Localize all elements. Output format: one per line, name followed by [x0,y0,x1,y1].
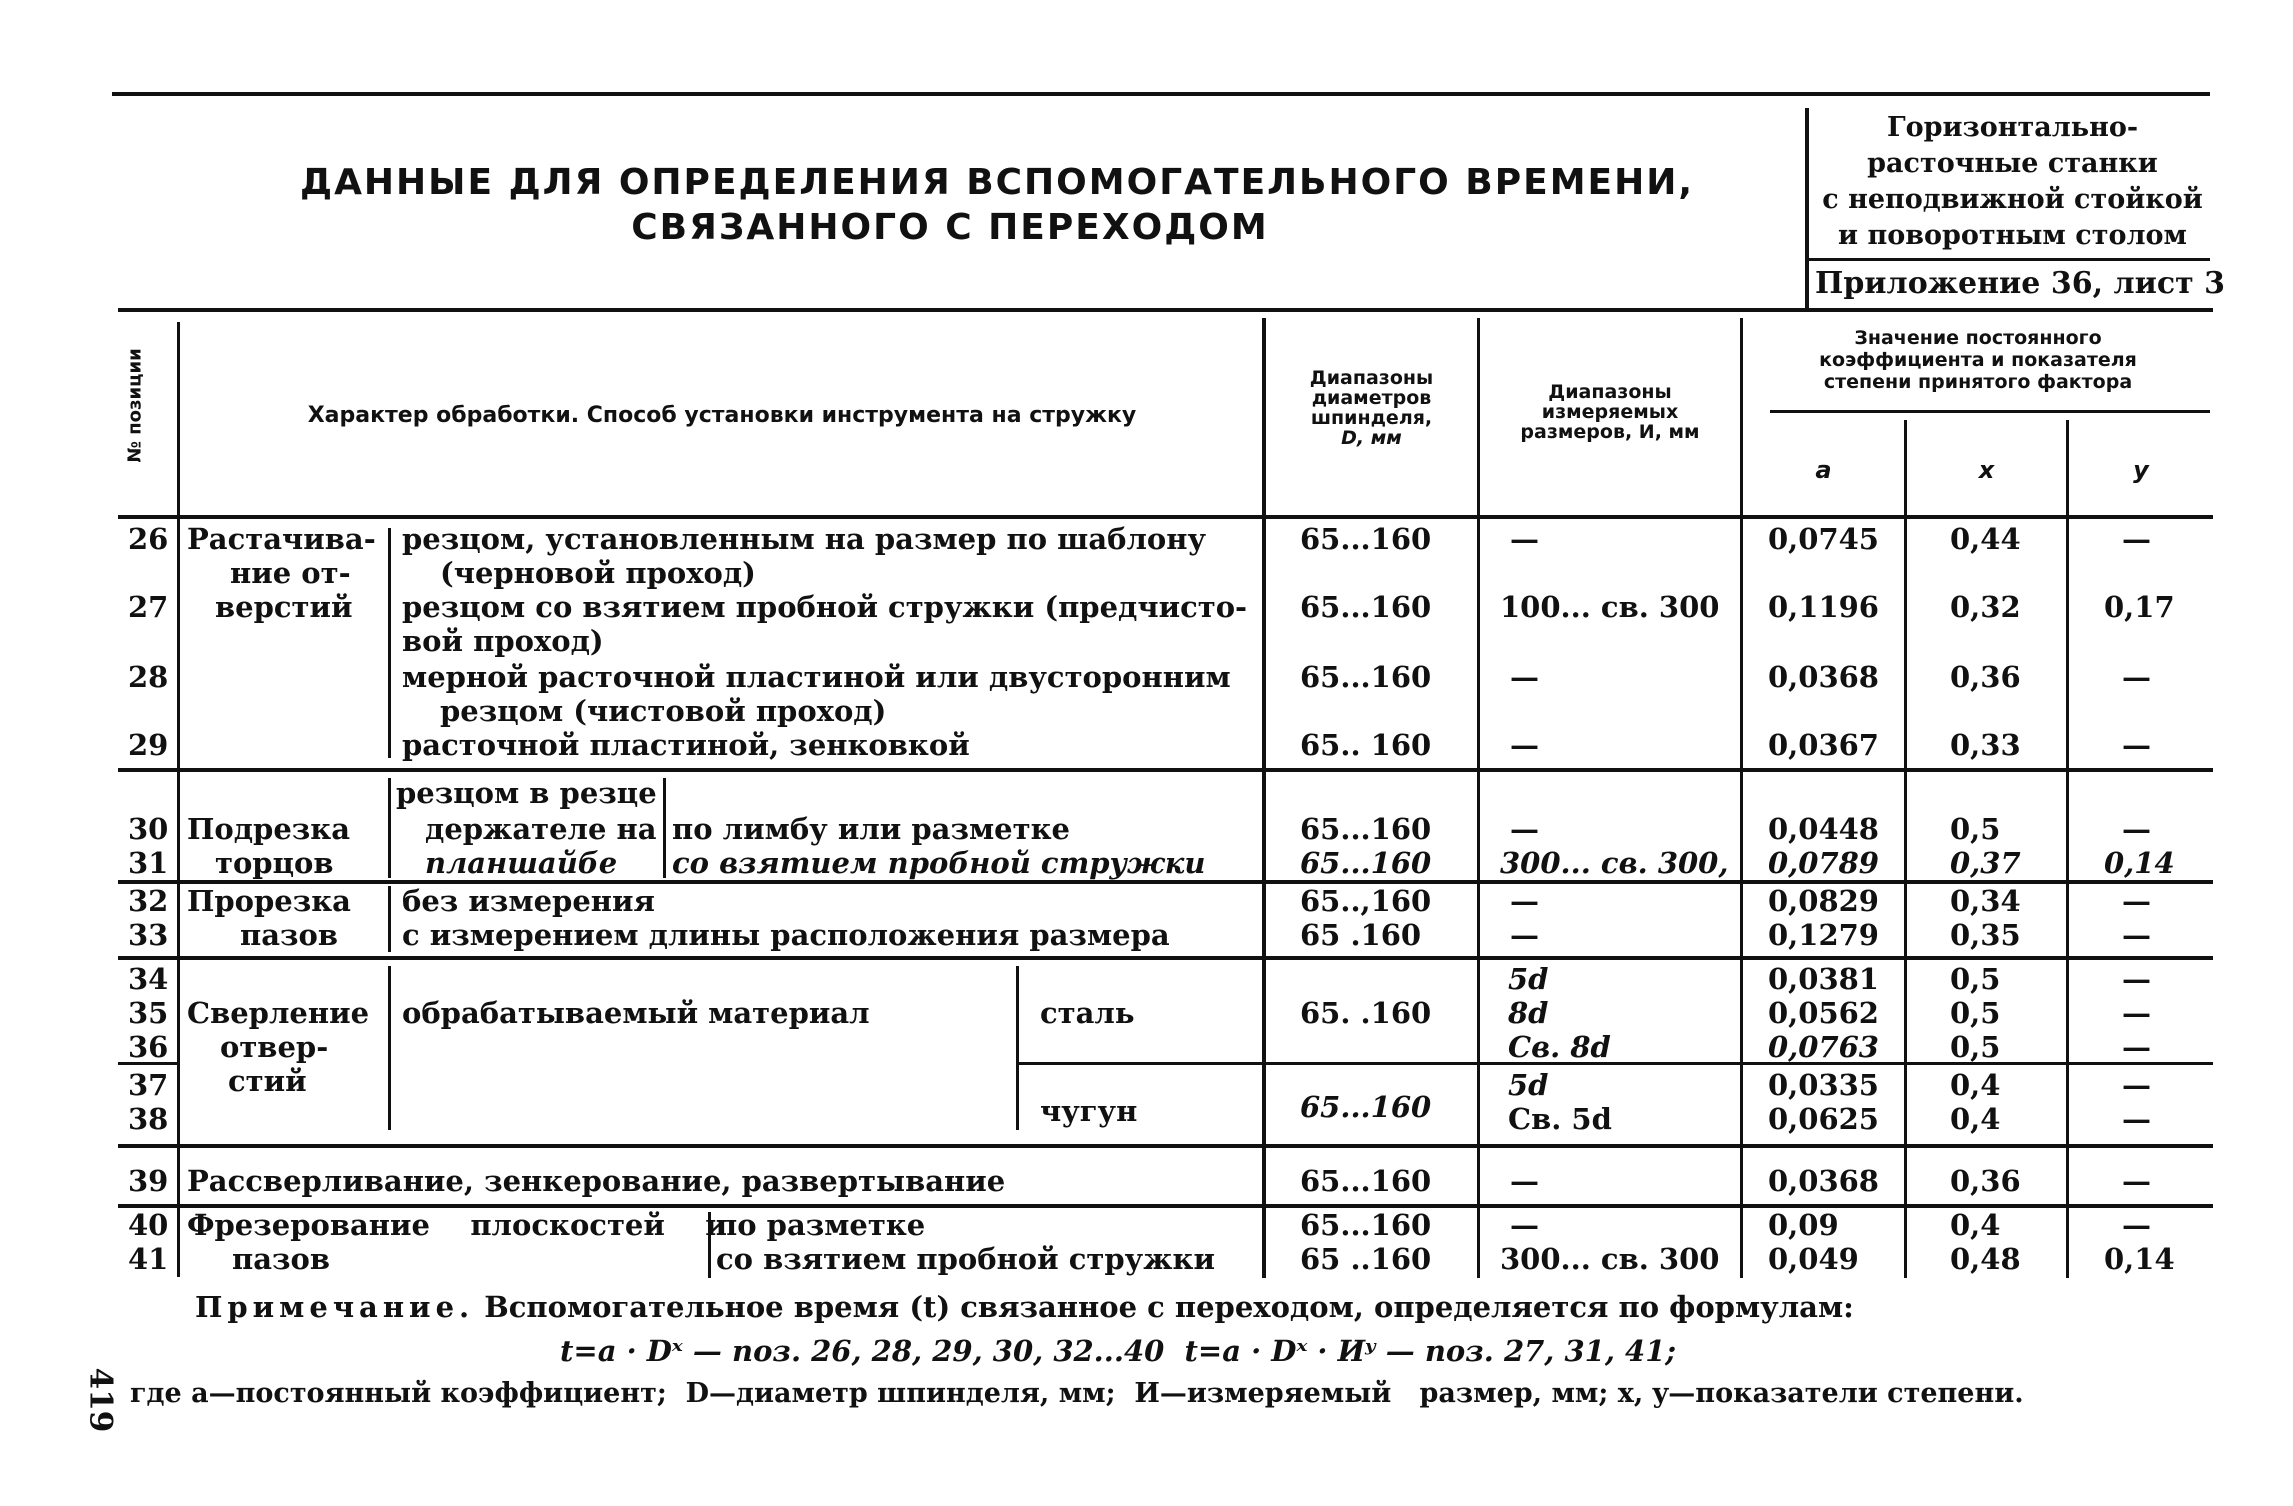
col-sep-xy [2066,420,2069,1278]
rule-after-29 [118,768,2213,772]
g4-label-l1: Сверление [187,996,370,1030]
header-diam-l2: диаметров [1311,387,1432,409]
row-35-y: — [2122,996,2151,1030]
row-41-I: 300... св. 300 [1500,1242,1720,1276]
row-28-a: 0,0368 [1768,660,1879,694]
row-27-pos: 27 [128,590,169,624]
row-41-pos: 41 [128,1242,169,1276]
row-33-y: — [2122,918,2151,952]
row-26-I: — [1510,522,1539,556]
g4-mid-rule-b [1016,1062,2213,1065]
header-bottom-rule [118,515,2213,519]
row-33-D: 65 .160 [1300,918,1422,952]
row-41-a: 0,049 [1768,1242,1859,1276]
row-26-desc-l2: (черновой проход) [440,556,756,590]
row-31-a: 0,0789 [1768,846,1879,880]
g4-steel: сталь [1040,996,1135,1030]
note-text: Вспомогательное время (t) связанное с переходом, определяется по формулам: [484,1290,1854,1324]
header-coef-l2: коэффициента и показателя [1819,349,2137,371]
row-40-pos: 40 [128,1208,169,1242]
row-29-y: — [2122,728,2151,762]
rule-after-33 [118,956,2213,960]
header-meas-l1: Диапазоны [1548,381,1672,403]
row-33-desc: с измерением длины расположения размера [402,918,1170,952]
g4-material: обрабатываемый материал [402,996,870,1030]
row-37-I: 5d [1508,1068,1549,1102]
row-28-pos: 28 [128,660,169,694]
g2-desc-sep [388,778,391,878]
row-29-a: 0,0367 [1768,728,1879,762]
row-32-pos: 32 [128,884,169,918]
page-title-line2: СВЯЗАННОГО С ПЕРЕХОДОМ [631,207,1269,248]
row-36-pos: 36 [128,1030,169,1064]
row-41-desc: со взятием пробной стружки [716,1242,1215,1276]
row-32-I: — [1510,884,1539,918]
g1-desc-sep [388,528,391,758]
header-diam-l3: шпинделя, [1310,407,1433,429]
g6-label-l1: Фрезерование плоскостей и [187,1208,727,1242]
row-33-I: — [1510,918,1539,952]
row-35-I: 8d [1508,996,1549,1030]
g2-label-l1: Подрезка [187,812,351,846]
note-label: Примечание. [195,1290,475,1324]
row-28-y: — [2122,660,2151,694]
row-41-x: 0,48 [1950,1242,2021,1276]
row-36-y: — [2122,1030,2151,1064]
row-30-y: — [2122,812,2151,846]
col-sep-diam [1262,318,1266,1278]
row-36-I: Св. 8d [1508,1030,1611,1064]
side-block-divider [1805,108,1809,308]
row-26-desc-l1: резцом, установленным на размер по шаблону [402,522,1207,556]
g3-label-l2: пазов [240,918,339,952]
row-28-desc-l2: резцом (чистовой проход) [440,694,887,728]
g4-label-l2: отвер- [220,1030,329,1064]
row-32-y: — [2122,884,2151,918]
row-30-D: 65...160 [1300,812,1432,846]
row-29-pos: 29 [128,728,169,762]
row-31-D: 65...160 [1300,846,1432,880]
row-32-desc: без измерения [402,884,655,918]
g5-label: Рассверливание, зенкерование, развертывание [187,1164,1006,1198]
row-28-desc-l1: мерной расточной пластиной или двусторонним [402,660,1231,694]
row-38-pos: 38 [128,1102,169,1136]
row-38-x: 0,4 [1950,1102,2001,1136]
row-26-x: 0,44 [1950,522,2021,556]
side-line2: расточные станки [1867,148,2158,179]
header-x: x [1978,456,1995,484]
row-40-desc: по разметке [716,1208,926,1242]
row-40-y: — [2122,1208,2151,1242]
col-sep-ax [1904,420,1907,1278]
row-38-a: 0,0625 [1768,1102,1879,1136]
g3-desc-sep [388,886,391,952]
appendix-label: Приложение 36, лист 3 [1815,266,2226,301]
row-26-a: 0,0745 [1768,522,1879,556]
header-coef-l1: Значение постоянного [1854,327,2102,349]
g2-sub-sep [663,778,666,878]
row-31-pos: 31 [128,846,169,880]
col-sep-meas [1477,318,1480,1278]
page-title-line1: ДАННЫЕ ДЛЯ ОПРЕДЕЛЕНИЯ ВСПОМОГАТЕЛЬНОГО ВРЕМЕНИ, [300,162,1695,203]
row-35-D: 65. .160 [1300,996,1432,1030]
row-31-I: 300... св. 300, [1500,846,1729,880]
g2-sub-l2: держателе на [425,812,657,846]
row-29-D: 65.. 160 [1300,728,1432,762]
coef-sub-rule [1770,410,2210,413]
row-31-desc: со взятием пробной стружки [672,846,1206,880]
row-28-I: — [1510,660,1539,694]
row-34-y: — [2122,962,2151,996]
row-38-D: 65...160 [1300,1090,1432,1124]
row-40-I: — [1510,1208,1539,1242]
row-38-I: Св. 5d [1508,1102,1612,1136]
row-34-a: 0,0381 [1768,962,1879,996]
row-41-y: 0,14 [2104,1242,2175,1276]
row-30-desc: по лимбу или разметке [672,812,1070,846]
row-39-pos: 39 [128,1164,169,1198]
row-39-a: 0,0368 [1768,1164,1879,1198]
row-31-x: 0,37 [1950,846,2021,880]
row-39-x: 0,36 [1950,1164,2021,1198]
row-34-I: 5d [1508,962,1549,996]
note-line [195,1290,1854,1324]
g1-label-l1: Растачива- [187,522,376,556]
row-35-a: 0,0562 [1768,996,1879,1030]
row-33-x: 0,35 [1950,918,2021,952]
row-28-D: 65...160 [1300,660,1432,694]
row-37-x: 0,4 [1950,1068,2001,1102]
row-32-a: 0,0829 [1768,884,1879,918]
side-line3: с неподвижной стойкой [1822,184,2203,215]
row-36-a: 0,0763 [1768,1030,1879,1064]
g3-label-l1: Прорезка [187,884,351,918]
g4-label-l3: стий [228,1064,307,1098]
g4-material-sep [1016,966,1019,1130]
side-rule [1808,258,2210,261]
row-27-D: 65...160 [1300,590,1432,624]
g2-sub-l1: резцом в резце [396,776,657,810]
row-33-a: 0,1279 [1768,918,1879,952]
row-37-y: — [2122,1068,2151,1102]
row-39-I: — [1510,1164,1539,1198]
row-40-D: 65...160 [1300,1208,1432,1242]
header-y: y [2133,456,2149,484]
row-30-x: 0,5 [1950,812,2001,846]
rule-after-38 [118,1144,2213,1148]
row-32-D: 65..,160 [1300,884,1432,918]
row-30-pos: 30 [128,812,169,846]
row-34-x: 0,5 [1950,962,2001,996]
row-27-desc-l2: вой проход) [402,624,604,658]
row-26-y: — [2122,522,2151,556]
g6-label-l2: пазов [232,1242,331,1276]
row-27-desc-l1: резцом со взятием пробной стружки (предчисто- [402,590,1248,624]
row-29-I: — [1510,728,1539,762]
row-29-desc-l1: расточной пластиной, зенковкой [402,728,970,762]
side-line4: и поворотным столом [1838,220,2187,251]
header-diam-l4: D, мм [1341,427,1402,449]
table-top-rule [118,308,2213,312]
row-27-a: 0,1196 [1768,590,1879,624]
g4-desc-sep [388,966,391,1130]
row-40-x: 0,4 [1950,1208,2001,1242]
row-37-a: 0,0335 [1768,1068,1879,1102]
row-30-I: — [1510,812,1539,846]
g2-label-l2: торцов [215,846,334,880]
header-pos: № позиции [124,348,146,463]
row-37-pos: 37 [128,1068,169,1102]
row-27-y: 0,17 [2104,590,2175,624]
row-35-x: 0,5 [1950,996,2001,1030]
row-41-D: 65 ..160 [1300,1242,1432,1276]
row-36-x: 0,5 [1950,1030,2001,1064]
row-35-pos: 35 [128,996,169,1030]
row-31-y: 0,14 [2104,846,2175,880]
row-39-y: — [2122,1164,2151,1198]
note-legend: где a—постоянный коэффициент; D—диаметр шпинделя, мм; И—измеряемый размер, мм; x, y—показатели степени. [130,1378,2024,1409]
g1-label-l3: верстий [215,590,353,624]
g1-label-l2: ние от- [230,556,351,590]
row-40-a: 0,09 [1768,1208,1839,1242]
row-26-D: 65...160 [1300,522,1432,556]
row-27-x: 0,32 [1950,590,2021,624]
header-meas-l3: размеров, И, мм [1520,421,1700,443]
header-diam-l1: Диапазоны [1309,367,1434,389]
row-27-I: 100... св. 300 [1500,590,1720,624]
row-39-D: 65...160 [1300,1164,1432,1198]
row-30-a: 0,0448 [1768,812,1879,846]
side-line1: Горизонтально- [1886,112,2139,143]
row-38-y: — [2122,1102,2151,1136]
row-26-pos: 26 [128,522,169,556]
g4-iron: чугун [1040,1094,1138,1128]
header-a: a [1815,456,1832,484]
header-coef-l3: степени принятого фактора [1823,371,2133,393]
row-28-x: 0,36 [1950,660,2021,694]
g2-sub-l3: планшайбе [425,846,618,880]
header-character: Характер обработки. Способ установки инструмента на стружку [307,403,1137,428]
row-29-x: 0,33 [1950,728,2021,762]
header-meas-l2: измеряемых [1541,401,1679,423]
page-number: 419 [82,1367,119,1433]
row-34-pos: 34 [128,962,169,996]
row-33-pos: 33 [128,918,169,952]
note-formula: t=a · Dˣ — поз. 26, 28, 29, 30, 32...40 t=a · Dˣ · Иʸ — поз. 27, 31, 41; [560,1334,1677,1368]
row-32-x: 0,34 [1950,884,2021,918]
col-sep-pos [177,322,180,1277]
top-rule [112,92,2210,96]
